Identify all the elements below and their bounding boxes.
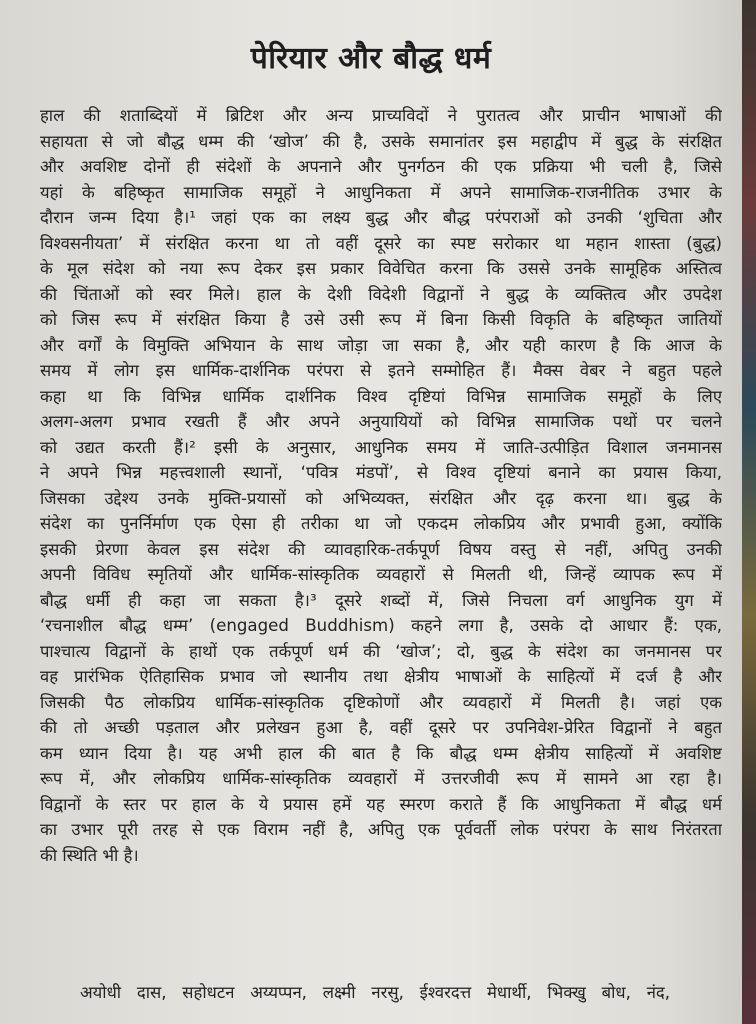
paragraph-line: पाश्चात्य विद्वानों के हाथों एक तर्कपूर्ण धर्म की ‘खोज’; दो, बुद्ध के संदेश का जनमानस पर [40, 641, 722, 661]
paragraph-line: को जिस रूप में संरक्षित किया है उसे उसी रूप में बिना किसी विकृति के बहिष्कृत जातियों [40, 310, 722, 329]
book-edge-strip [742, 0, 756, 1024]
paragraph-line: की चिंताओं को स्वर मिले। हाल के देशी विदेशी विद्वानों ने बुद्ध के व्यक्तित्व और उपदेश [40, 284, 722, 304]
paragraph-line: रूप में, और लोकप्रिय धार्मिक-सांस्कृतिक व्यवहारों में उत्तरजीवी रूप में सामने आ रहा है। [40, 769, 722, 788]
paragraph-line: अपनी विविध स्मृतियों और धार्मिक-सांस्कृतिक व्यवहारों से मिलती थी, जिन्हें व्यापक रूप में [40, 565, 722, 584]
paragraph-line: विश्वसनीयता’ में संरक्षित करना था तो वहीं दूसरे का स्पष्ट सरोकार था महान शास्ता (बुद्ध) [40, 233, 722, 253]
paragraph-line: के मूल संदेश को नया रूप देकर इस प्रकार विवेचित करना कि उससे उनके सामूहिक अस्तित्व [40, 259, 722, 278]
paragraph-line: कहा था कि विभिन्न धार्मिक दार्शनिक विश्व दृष्टियां विभिन्न सामाजिक समूहों के लिए [40, 386, 722, 406]
paragraph-line: और वर्गों के विमुक्ति अभियान के साथ जोड़ा जा सका है, और यही कारण है कि आज के [40, 335, 722, 355]
second-paragraph-line: अयोधी दास, सहोधटन अय्यप्पन, लक्ष्मी नरसु, ईश्वरदत्त मेधार्थी, भिक्खु बोध, नंद, [80, 983, 670, 1002]
paragraph-line: बौद्ध धर्मी ही कहा जा सकता है।³ दूसरे शब्दों में, जिसे निचला वर्ग आधुनिक युग में [40, 590, 722, 610]
paragraph-line: की स्थिति भी है। [40, 845, 139, 865]
paragraph-line: की तो अच्छी पड़ताल और प्रलेखन हुआ है, वहीं दूसरे पर उपनिवेश-प्रेरित विद्वानों ने बहुत [40, 718, 722, 737]
paragraph-line: विद्वानों के स्तर पर हाल के ये प्रयास हमें यह स्मरण कराते हैं कि आधुनिकता में बौद्ध धर्म [40, 794, 722, 814]
paragraph-line: वह प्रारंभिक ऐतिहासिक प्रभाव जो स्थानीय तथा क्षेत्रीय भाषाओं के साहित्यों में दर्ज है और [40, 667, 722, 686]
paragraph-line: का उभार पूरी तरह से एक विराम नहीं है, अपितु एक पूर्ववर्ती लोक परंपरा के साथ निरंतरता [40, 820, 722, 839]
paragraph-line: को उद्यत करती हैं।² इसी के अनुसार, आधुनिक समय में जाति-उत्पीड़ित विशाल जनमानस [40, 437, 722, 457]
paragraph-line: यहां के बहिष्कृत सामाजिक समूहों ने आधुनिकता में अपने सामाजिक-राजनीतिक उभार के [40, 182, 722, 202]
paragraph-line: दौरान जन्म दिया है।¹ जहां एक का लक्ष्य बुद्ध और बौद्ध परंपराओं को उनकी ‘शुचिता और [40, 208, 722, 227]
paragraph-line: संदेश का पुनर्निर्माण एक ऐसा ही तरीका था जो एकदम लोकप्रिय और प्रभावी हुआ, क्योंकि [40, 514, 722, 533]
paragraph-line: सहायता से जो बौद्ध धम्म की ‘खोज’ की है, उसके समानांतर इस महाद्वीप में बुद्ध के संरक्षित [40, 131, 722, 151]
paragraph-line: ‘रचनाशील बौद्ध धम्म’ (engaged Buddhism) कहने लगा है, उसके दो आधार हैं: एक, [40, 616, 722, 635]
paragraph-line: जिसकी पैठ लोकप्रिय धार्मिक-सांस्कृतिक दृष्टिकोणों और व्यवहारों में मिलती है। जहां एक [40, 692, 722, 712]
chapter-title: पेरियार और बौद्ध धर्म [250, 41, 492, 76]
paragraph-line: ने अपने भिन्न महत्त्वशाली स्थानों, ‘पवित्र मंडपों’, से विश्व दृष्टियां बनाने का प्रयास किया, [40, 463, 722, 482]
paragraph-line: और अवशिष्ट दोनों ही संदेशों के अपनाने और पुनर्गठन की एक प्रक्रिया भी चली है, जिसे [40, 157, 722, 176]
main-paragraph [40, 103, 722, 868]
paragraph-line: समय में लोग इस धार्मिक-दार्शनिक परंपरा से इतने सम्मोहित हैं। मैक्स वेबर ने बहुत पहले [40, 361, 722, 380]
paragraph-line: इसकी प्रेरणा केवल इस संदेश की व्यावहारिक-तर्कपूर्ण विषय वस्तु से नहीं, अपितु उनकी [40, 539, 722, 559]
paragraph-line: अलग-अलग प्रभाव रखती हैं और अपने अनुयायियों को विभिन्न सामाजिक पथों पर चलने [40, 412, 722, 431]
paragraph-line: कम ध्यान दिया है। यह अभी हाल की बात है कि बौद्ध धम्म क्षेत्रीय साहित्यों में अवशिष्ट [40, 743, 722, 763]
paragraph-line: हाल की शताब्दियों में ब्रिटिश और अन्य प्राच्यविदों ने पुरातत्व और प्राचीन भाषाओं की [40, 106, 722, 125]
paragraph-line: जिसका उद्देश्य उनके मुक्ति-प्रयासों को अभिव्यक्त, संरक्षित और दृढ़ करना था। बुद्ध के [40, 488, 722, 508]
